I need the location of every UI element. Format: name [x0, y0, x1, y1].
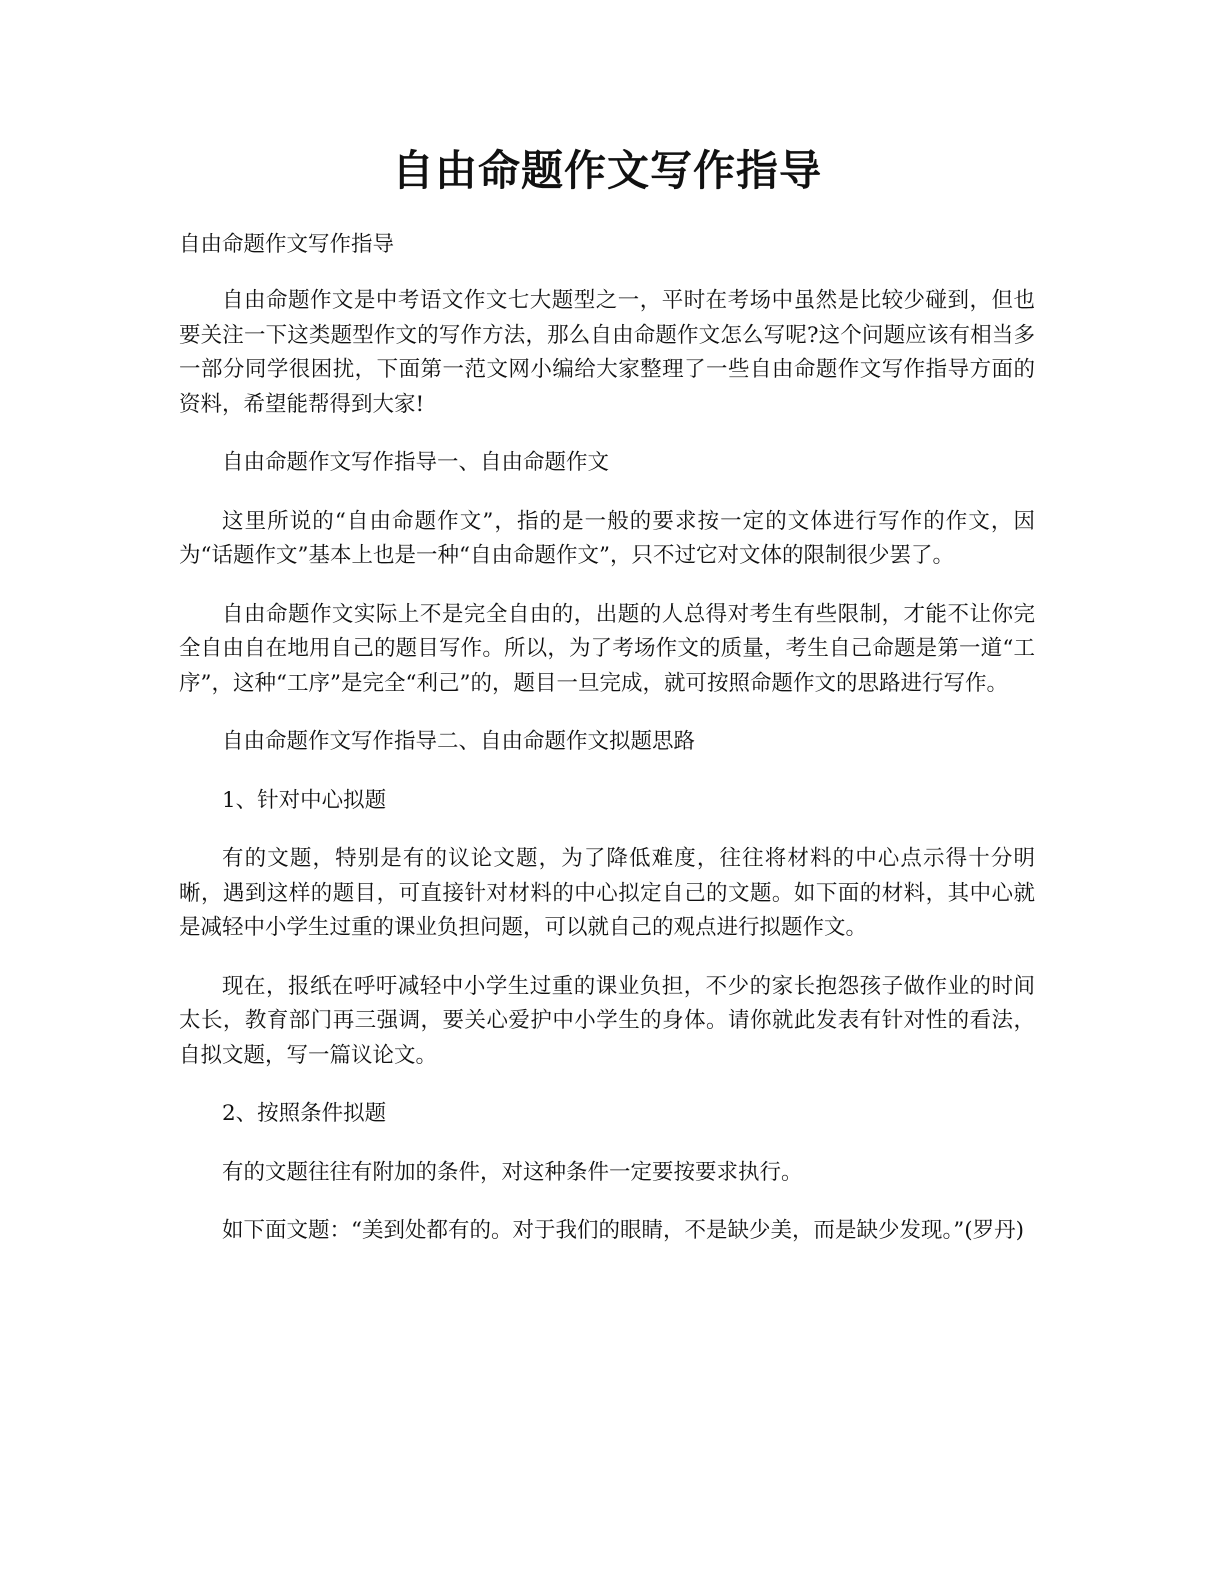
- section-heading-1: 自由命题作文写作指导一、自由命题作文: [222, 450, 610, 475]
- document-subtitle: 自由命题作文写作指导: [179, 232, 395, 257]
- paragraph-example-material: 现在，报纸在呼吁减轻中小学生过重的课业负担，不少的家长抱怨孩子做作业的时间太长，教育部门再三强调，要关心爱护中小学生的身体。请你就此发表有针对性的看法，自拟文题，写一篇议论文。: [179, 973, 1035, 1068]
- list-item-heading-2: 2、按照条件拟题: [222, 1101, 387, 1126]
- paragraph-condition: 有的文题往往有附加的条件，对这种条件一定要按要求执行。: [222, 1159, 803, 1185]
- paragraph-explanation: 自由命题作文实际上不是完全自由的，出题的人总得对考生有些限制，才能不让你完全自由自在地用自己的题目写作。所以，为了考场作文的质量，考生自己命题是第一道“工序”，这种“工序”是完全“利己”的，题目一旦完成，就可按照命题作文的思路进行写作。: [179, 601, 1035, 696]
- document-page: [179, 140, 1035, 1273]
- list-item-heading-1: 1、针对中心拟题: [222, 787, 387, 813]
- document-title: 自由命题作文写作指导: [391, 146, 822, 195]
- paragraph-center-title: 有的文题，特别是有的议论文题，为了降低难度，往往将材料的中心点示得十分明晰，遇到这样的题目，可直接针对材料的中心拟定自己的文题。如下面的材料，其中心就是减轻中小学生过重的课业负担问题，可以就自己的观点进行拟题作文。: [179, 846, 1035, 940]
- paragraph-example-quote: 如下面文题：“美到处都有的。对于我们的眼睛，不是缺少美，而是缺少发现。”(罗丹): [222, 1218, 1025, 1243]
- paragraph-definition: 这里所说的“自由命题作文”，指的是一般的要求按一定的文体进行写作的作文，因为“话题作文”基本上也是一种“自由命题作文”，只不过它对文体的限制很少罢了。: [179, 508, 1035, 568]
- paragraph-intro: 自由命题作文是中考语文作文七大题型之一，平时在考场中虽然是比较少碰到，但也要关注一下这类题型作文的写作方法，那么自由命题作文怎么写呢?这个问题应该有相当多一部分同学很困扰，下面第一范文网小编给大家整理了一些自由命题作文写作指导方面的资料，希望能帮得到大家!: [179, 288, 1035, 417]
- section-heading-2: 自由命题作文写作指导二、自由命题作文拟题思路: [222, 729, 696, 754]
